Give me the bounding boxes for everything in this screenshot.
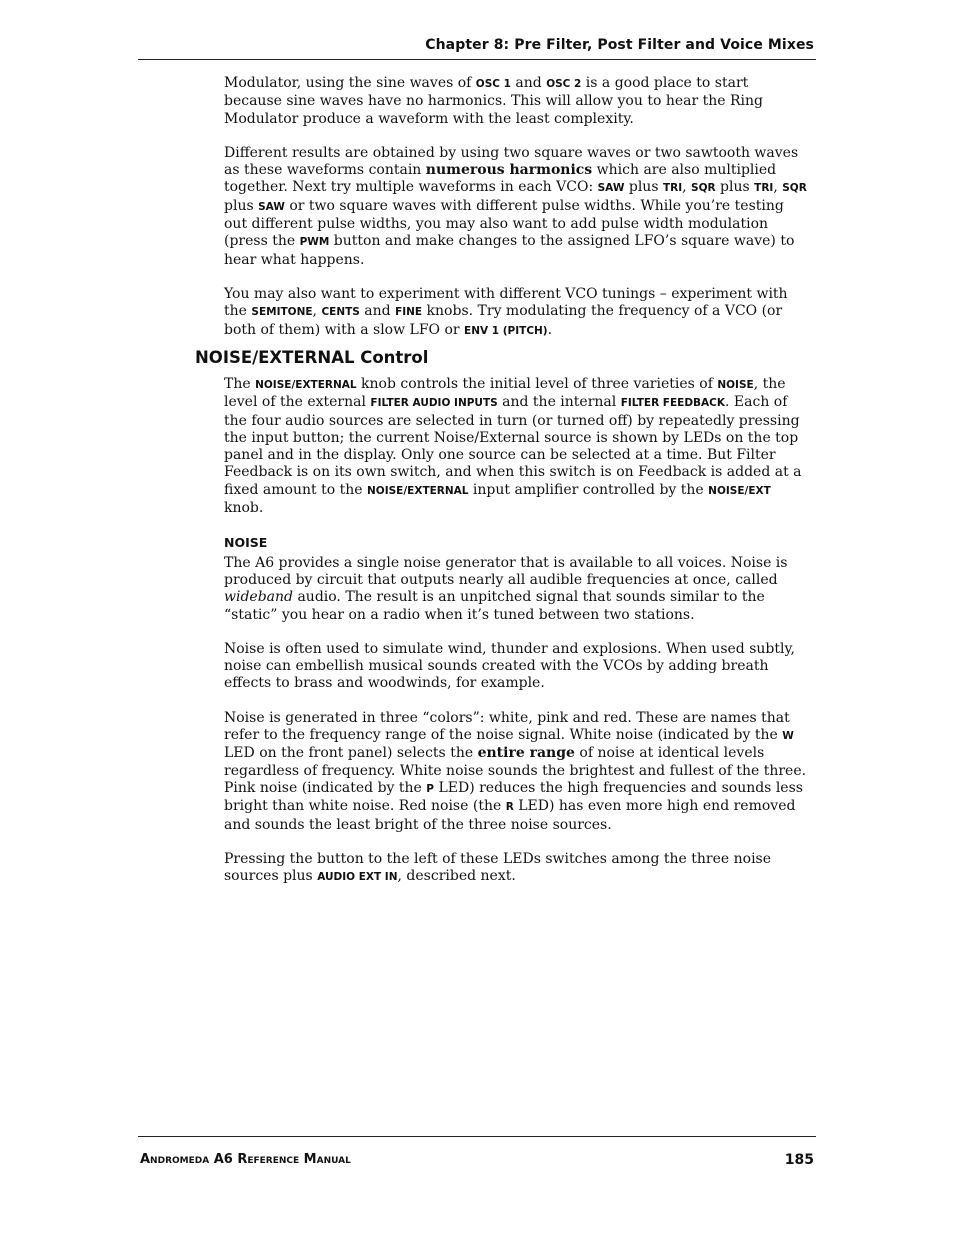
bold-term: numerous harmonics (425, 162, 593, 179)
keyword: NOISE/EXTERNAL (366, 484, 469, 497)
paragraph-noise-colors: Noise is generated in three “colors”: white, pink and red. These are names that refer to the frequency range of the noise signal. White noise (indicated by the W LED on the front panel) selects the entire range of noise at identical levels regardless of frequency. White noise sounds the brightest and fullest of the three. Pink noise (indicated by the P LED) reduces the high frequencies and sounds less bright than white noise. Red noise (the R LED) has even more high end removed and sounds the least bright of the three noise sources. (224, 709, 807, 833)
section-heading: NOISE/EXTERNAL Control (195, 348, 429, 367)
keyword: NOISE/EXTERNAL (255, 379, 357, 391)
footer-rule (138, 1136, 816, 1137)
section-text-block (224, 376, 809, 903)
keyword: R (505, 801, 514, 814)
paragraph-noise-generator: The A6 provides a single noise generator that is available to all voices. Noise is produced by circuit that outputs nearly all audible frequencies at once, called wideband audio. The result is an unpitched signal that sounds similar to the “static” you hear on a radio when it’s tuned between two stations. (224, 554, 788, 623)
keyword: FILTER FEEDBACK (620, 397, 726, 410)
header-rule (138, 59, 816, 60)
keyword: NOISE (717, 379, 754, 391)
keyword: PWM (299, 236, 330, 249)
keyword: W (782, 730, 794, 743)
paragraph-noise-external: The NOISE/EXTERNAL knob controls the initial level of three varieties of NOISE, the level of the external FILTER AUDIO INPUTS and the internal FILTER FEEDBACK. Each of the four audio sources are selected in turn (or turned off) by repeatedly pressing the input button; the current Noise/External source is shown by LEDs on the top panel and in the display. Only one source can be selected at a time. But Filter Feedback is on its own switch, and when this switch is on Feedback is added at a fixed amount to the NOISE/EXTERNAL input amplifier controlled by the NOISE/EXT knob. (224, 376, 802, 517)
keyword: SQR (691, 182, 716, 195)
bold-term: entire range (477, 745, 575, 762)
keyword: NOISE/EXT (708, 484, 771, 497)
keyword: TRI (754, 182, 774, 195)
page-number: 185 (784, 1152, 814, 1168)
keyword: FILTER AUDIO INPUTS (370, 397, 498, 410)
paragraph-waveforms: Different results are obtained by using two square waves or two sawtooth waves as these waveforms contain numerous harmonics which are also multiplied together. Next try multiple waveforms in each VCO: SAW plus TRI, SQR plus TRI, SQR plus SAW or two square waves with different pulse widths. While you’re testing out different pulse widths, you may also want to add pulse width modulation (press the PWM button and make changes to the assigned LFO’s square wave) to hear what happens. (224, 144, 807, 268)
paragraph-ring-mod: Modulator, using the sine waves of OSC 1 and OSC 2 is a good place to start because sine waves have no harmonics. This will allow you to hear the Ring Modulator produce a waveform with the least complexity. (224, 75, 763, 127)
keyword: AUDIO EXT IN (317, 871, 398, 884)
keyword: CENTS (321, 306, 360, 319)
keyword: SAW (597, 182, 625, 195)
keyword: SEMITONE (251, 306, 313, 319)
paragraph-tunings: You may also want to experiment with different VCO tunings – experiment with the SEMITONE, CENTS and FINE knobs. Try modulating the frequency of a VCO (or both of them) with a slow LFO or ENV 1 (PITCH). (224, 285, 788, 338)
keyword: OSC 2 (546, 78, 582, 90)
keyword: P (426, 782, 434, 795)
keyword: OSC 1 (475, 78, 511, 90)
paragraph-noise-button: Pressing the button to the left of these LEDs switches among the three noise sources plus AUDIO EXT IN, described next. (224, 850, 772, 885)
italic-term: wideband (224, 589, 293, 606)
intro-text-block (224, 75, 809, 357)
manual-title: Andromeda A6 Reference Manual (140, 1152, 351, 1167)
keyword: ENV 1 (PITCH) (464, 324, 548, 337)
subsection-heading: NOISE (224, 535, 268, 551)
keyword: TRI (662, 182, 683, 195)
keyword: FINE (395, 306, 423, 319)
chapter-title: Chapter 8: Pre Filter, Post Filter and Voice Mixes (425, 37, 814, 53)
paragraph-noise-uses: Noise is often used to simulate wind, thunder and explosions. When used subtly, noise can embellish musical sounds created with the VCOs by adding breath effects to brass and woodwinds, for example. (224, 640, 795, 692)
keyword: SQR (782, 182, 807, 195)
keyword: SAW (258, 200, 285, 213)
